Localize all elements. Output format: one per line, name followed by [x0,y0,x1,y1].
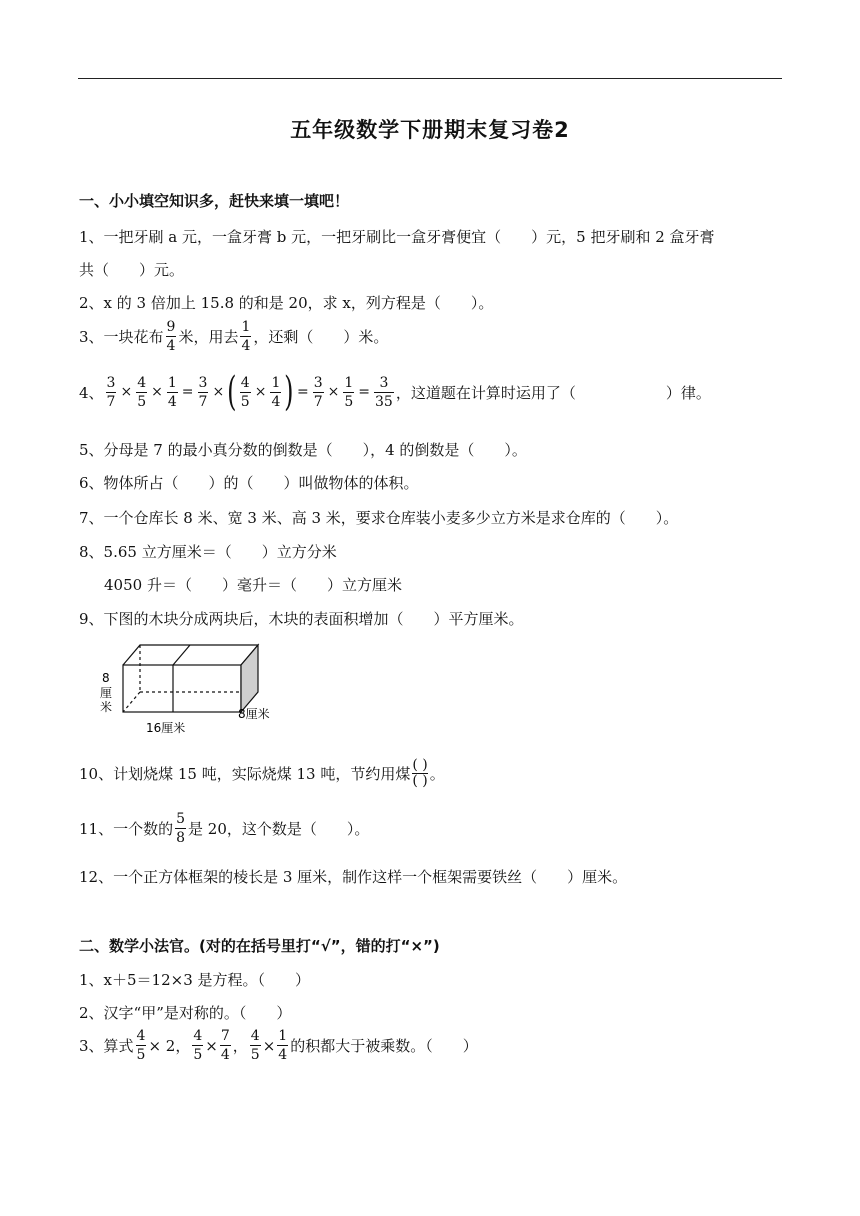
question-8-line2: 4050 升＝（ ）毫升＝（ ）立方厘米 [104,576,402,594]
judge-question-2: 2、汉字“甲”是对称的。（ ） [79,1004,292,1022]
question-4 [79,369,711,415]
question-11 [79,812,369,845]
question-7: 7、一个仓库长 8 米、宽 3 米、高 3 米，要求仓库装小麦多少立方米是求仓库的（ ）。 [79,509,679,527]
j3-prefix: 3、算式 [79,1037,134,1055]
length-label: 16厘米 [146,721,186,735]
judge-question-1: 1、x＋5＝12×3 是方程。（ ） [79,971,311,989]
judge-question-3: 3、算式 $\frac{4}{5}$ × 2， $\frac{4}{5}$ × $\frac{7}{4}$ ， $\frac{4}{5}$ × $\frac{1}{4}$ 的积都大于被乘数。（ ） [79,1028,478,1063]
question-6: 6、物体所占（ ）的（ ）叫做物体的体积。 [79,474,419,492]
question-5: 5、分母是 7 的最小真分数的倒数是（ ），4 的倒数是（ ）。 [79,441,527,459]
q11-suffix: 是 20，这个数是（ ）。 [188,820,370,838]
fraction-5-8: $\frac{5}{8}$ [176,811,186,846]
blank-fraction: ( ) ( ) [412,757,428,790]
q3-prefix: 3、一块花布 [79,328,164,346]
question-3 [79,320,388,353]
q10-suffix: 。 [429,765,445,784]
q10-prefix: 10、计划烧煤 15 吨，实际烧煤 13 吨，节约用煤 [79,765,411,784]
question-8-line1: 8、5.65 立方厘米＝（ ）立方分米 [79,543,337,561]
width-label: 8厘米 [238,707,270,721]
top-rule [78,78,782,79]
q4-prefix: 4、 [79,383,104,402]
question-12: 12、一个正方体框架的棱长是 3 厘米，制作这样一个框架需要铁丝（ ）厘米。 [79,868,628,886]
q4-expression: $\frac{3}{7}$ × $\frac{4}{5}$ × $\frac{1}{4}$ = $\frac{3}{7}$ × ( $\frac{4}{5}$ × $\frac{1}{4}$ ) = $\frac{3}{7}$ × $\frac{1}{5}$ = $\frac{3}{35}$ [106,369,393,415]
height-label-3: 米 [100,700,113,714]
height-label-2: 厘 [100,686,113,700]
right-paren: ) [284,369,294,415]
fraction-9-4: $\frac{9}{4}$ [166,319,176,354]
question-1-line1: 1、一把牙刷 a 元，一盒牙膏 b 元，一把牙刷比一盒牙膏便宜（ ）元，5 把牙刷和 2 盒牙膏 [79,228,715,246]
left-paren: ( [227,369,237,415]
q3-suffix: ，还剩（ ）米。 [253,328,389,346]
q4-suffix: ，这道题在计算时运用了（ ）律。 [395,383,711,402]
section2-heading: 二、数学小法官。(对的在括号里打“√”，错的打“×”) [79,937,440,955]
question-9: 9、下图的木块分成两块后，木块的表面积增加（ ）平方厘米。 [79,610,524,628]
question-2: 2、x 的 3 倍加上 15.8 的和是 20，求 x，列方程是（ ）。 [79,294,494,312]
question-1-line2: 共（ ）元。 [79,261,185,279]
q3-mid: 米，用去 [178,328,239,346]
height-label-1: 8 [102,671,110,685]
q11-prefix: 11、一个数的 [79,820,174,838]
wood-block-figure [96,640,286,740]
section1-heading: 一、小小填空知识多，赶快来填一填吧！ [79,192,350,210]
page-title: 五年级数学下册期末复习卷2 [290,118,570,142]
question-10 [79,758,445,790]
fraction-1-4: $\frac{1}{4}$ [241,319,251,354]
